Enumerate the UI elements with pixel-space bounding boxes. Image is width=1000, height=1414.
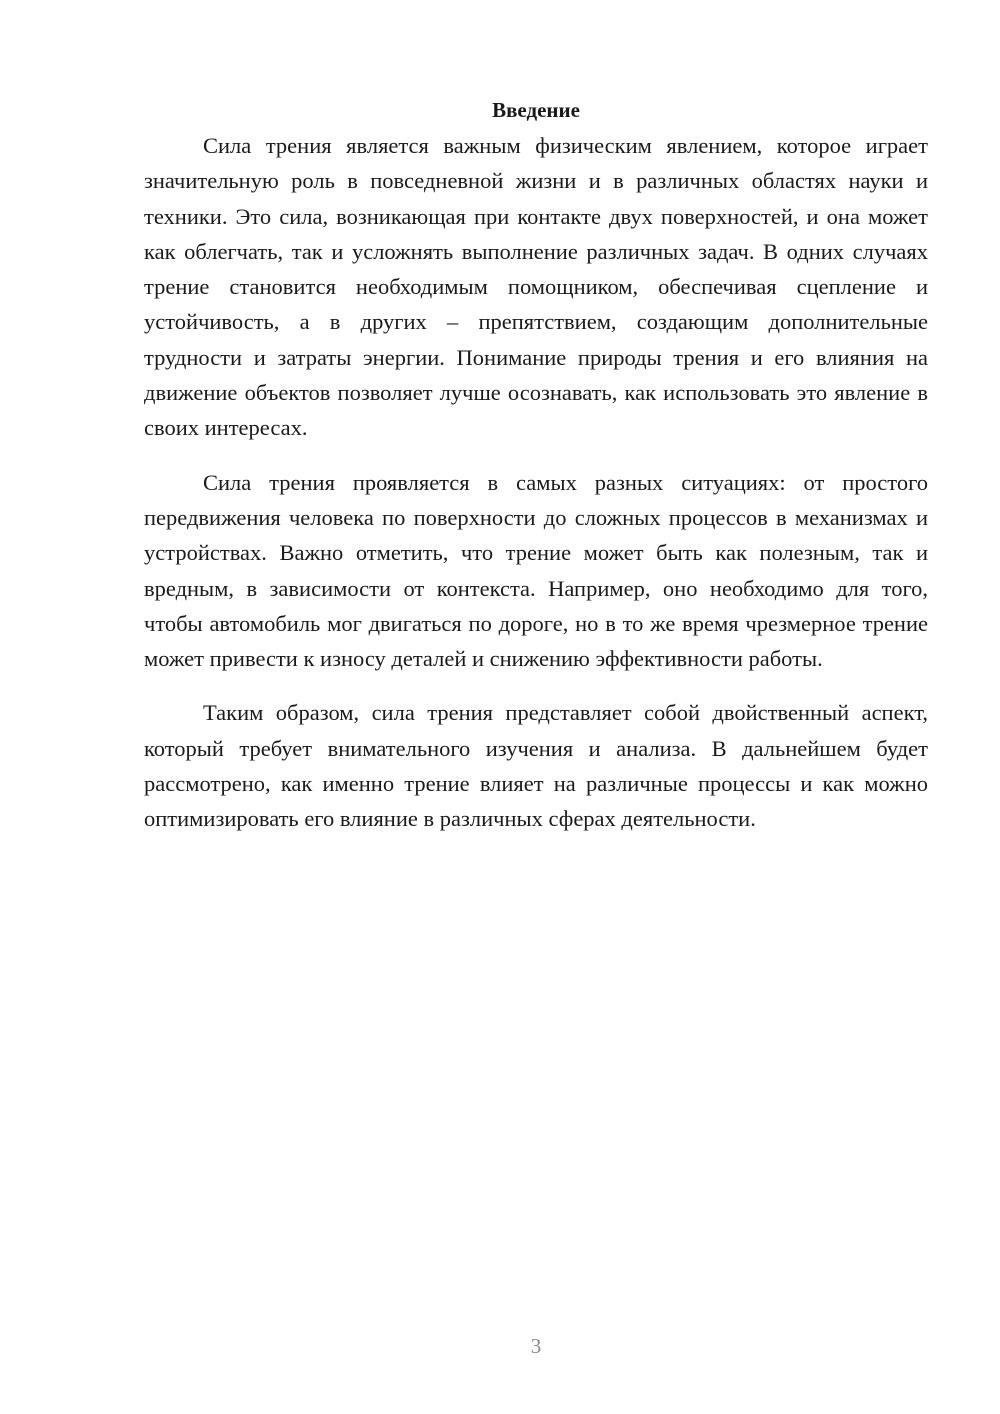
page-number: 3: [530, 1334, 542, 1358]
paragraph-2: Сила трения проявляется в самых разных ситуациях: от простого передвижения человека по поверхности до сложных процессов в механизмах и устройствах. Важно отметить, что трение может быть как полезным, так и вредным, в зависимости от контекста. Например, оно необходимо для того, чтобы автомобиль мог двигаться по дороге, но в то же время чрезмерное трение может привести к износу деталей и снижению эффективности работы.: [144, 469, 928, 672]
paragraph-1: Сила трения является важным физическим явлением, которое играет значительную роль в повседневной жизни и в различных областях науки и техники. Это сила, возникающая при контакте двух поверхностей, и она может как облегчать, так и усложнять выполнение различных задач. В одних случаях трение становится необходимым помощником, обеспечивая сцепление и устойчивость, а в других – препятствием, создающим дополнительные трудности и затраты энергии. Понимание природы трения и его влияния на движение объектов позволяет лучше осознавать, как использовать это явление в своих интересах.: [144, 133, 928, 441]
section-heading: Введение: [492, 98, 580, 122]
paragraph-3: Таким образом, сила трения представляет собой двойственный аспект, который требует внимательного изучения и анализа. В дальнейшем будет рассмотрено, как именно трение влияет на различные процессы и как можно оптимизировать его влияние в различных сферах деятельности.: [144, 700, 928, 832]
page-content: [144, 93, 928, 837]
